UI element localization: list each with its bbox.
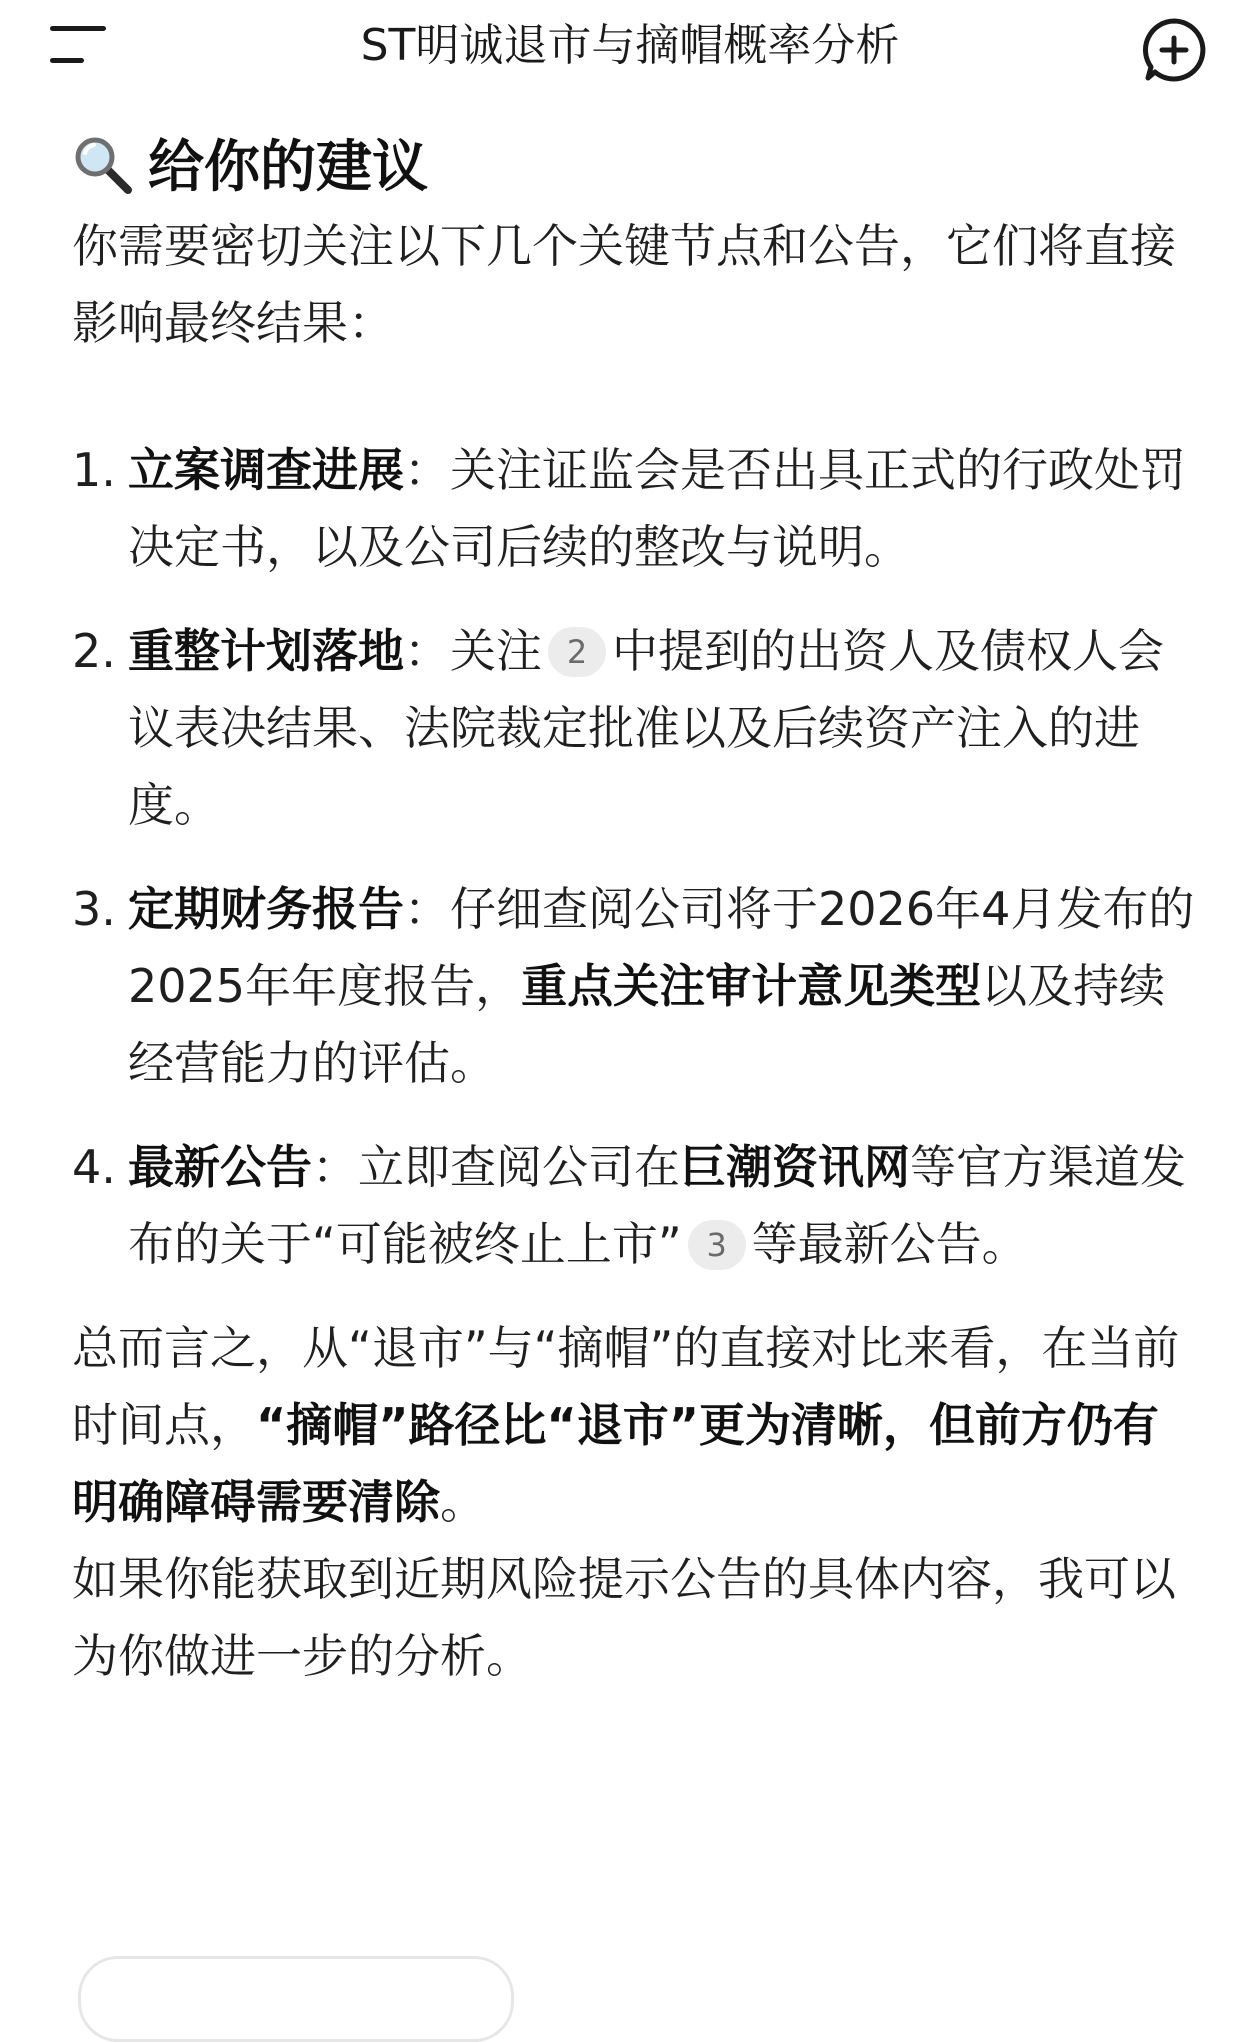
list-number: 3.: [72, 882, 116, 936]
magnifier-emoji-icon: [72, 134, 134, 196]
item-label: 重整计划落地: [128, 624, 404, 678]
item-separator: ：: [312, 1140, 358, 1194]
section-heading: [72, 128, 1202, 208]
item-label: 定期财务报告: [128, 882, 404, 936]
summary-paragraph: [72, 1310, 1202, 1541]
list-item: [72, 432, 1202, 586]
suggestion-chip[interactable]: [78, 1956, 514, 2042]
top-bar: [0, 0, 1260, 100]
item-separator: ：: [404, 443, 450, 497]
item-separator: ：: [404, 624, 450, 678]
item-label: 最新公告: [128, 1140, 312, 1194]
chat-message: [72, 128, 1202, 1695]
item-text: 等最新公告。: [751, 1217, 1028, 1271]
list-item: [72, 871, 1202, 1102]
item-emphasis: 巨潮资讯网: [680, 1140, 910, 1194]
list-number: 4.: [72, 1140, 116, 1194]
list-number: 1.: [72, 443, 116, 497]
new-chat-plus-icon[interactable]: [1140, 16, 1208, 84]
list-item: [72, 613, 1202, 844]
item-separator: ：: [404, 882, 450, 936]
item-text: 中提到的出资人及债权人会议表决结果、法院裁定批准以及后续资产注入的进度。: [128, 624, 1164, 832]
citation-badge[interactable]: 3: [688, 1220, 746, 1270]
list-number: 2.: [72, 624, 116, 678]
intro-paragraph: 你需要密切关注以下几个关键节点和公告，它们将直接影响最终结果：: [72, 219, 1176, 350]
list-item: [72, 1129, 1202, 1283]
recommendation-list: [72, 432, 1202, 1283]
item-text: 立即查阅公司在: [358, 1140, 680, 1194]
item-emphasis: 重点关注审计意见类型: [521, 959, 982, 1013]
followup-paragraph: 如果你能获取到近期风险提示公告的具体内容，我可以为你做进一步的分析。: [72, 1552, 1176, 1683]
item-text: 等官方渠道发布的关于“可能被终止上市”: [128, 1140, 1186, 1271]
summary-text: 总而言之，从“退市”与“摘帽”的直接对比来看，在当前时间点，: [72, 1321, 1180, 1452]
section-heading-text: 给你的建议: [148, 135, 428, 200]
item-text: 仔细查阅公司将于2026年4月发布的2025年年度报告，: [128, 882, 1195, 1013]
summary-emphasis: “摘帽”路径比“退市”更为清晰，但前方仍有明确障碍需要清除: [72, 1398, 1159, 1529]
item-text: 关注: [450, 624, 542, 678]
summary-end: 。: [440, 1475, 486, 1529]
item-text: 以及持续经营能力的评估。: [128, 959, 1166, 1090]
item-text: 关注证监会是否出具正式的行政处罚决定书，以及公司后续的整改与说明。: [128, 443, 1186, 574]
page-title: ST明诚退市与摘帽概率分析: [360, 20, 900, 71]
citation-badge[interactable]: 2: [548, 627, 606, 677]
item-label: 立案调查进展: [128, 443, 404, 497]
